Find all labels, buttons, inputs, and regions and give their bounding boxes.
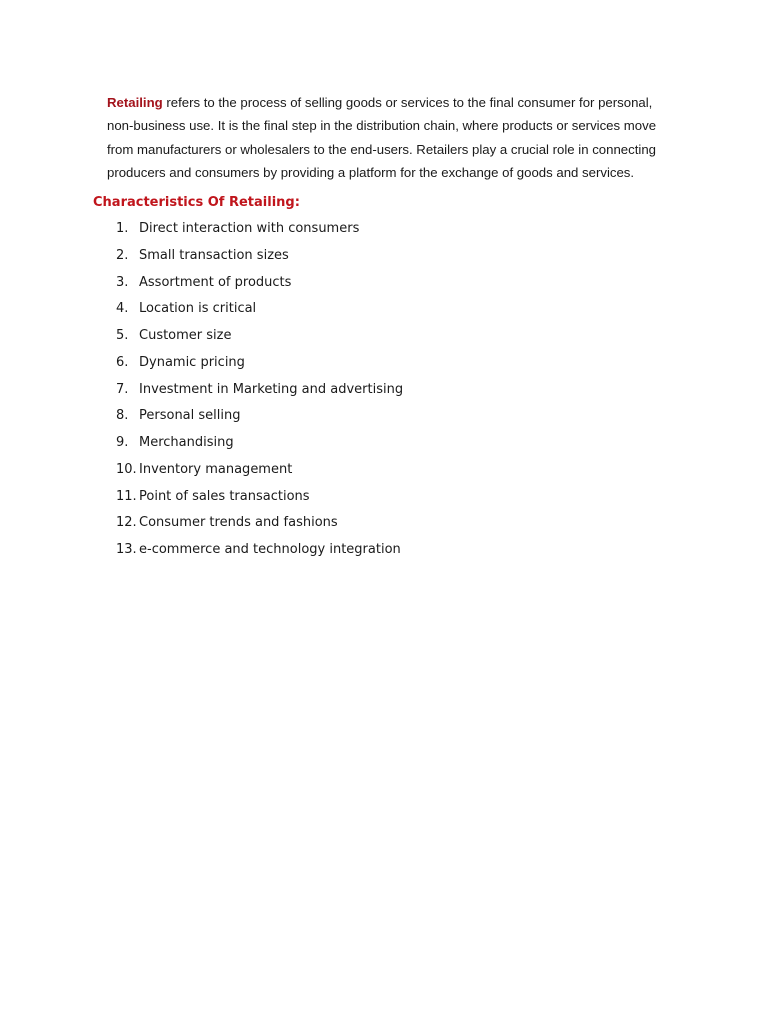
list-item-label: Merchandising (139, 435, 234, 450)
list-item (116, 273, 403, 300)
list-item-number: 3. (116, 274, 129, 290)
list-item (116, 487, 403, 514)
list-item-number: 7. (116, 381, 129, 397)
list-item-label: Point of sales transactions (139, 488, 310, 504)
list-item-number: 4. (116, 301, 129, 317)
list-item-number: 6. (116, 354, 129, 370)
list-item-number: 12. (116, 515, 137, 531)
list-item-label: Personal selling (139, 408, 241, 424)
list-item-number: 13. (116, 542, 137, 557)
list-item-label: Small transaction sizes (139, 247, 289, 263)
list-item-number: 5. (116, 328, 129, 343)
list-item (116, 540, 403, 567)
section-heading: Characteristics Of Retailing: (93, 195, 300, 210)
list-item (116, 460, 403, 487)
list-item (116, 406, 403, 433)
list-item-number: 11. (116, 488, 137, 504)
list-item-label: e-commerce and technology integration (139, 542, 401, 557)
list-item-number: 8. (116, 408, 129, 424)
list-item-label: Direct interaction with consumers (139, 221, 360, 236)
list-item-label: Investment in Marketing and advertising (139, 381, 404, 397)
list-item-label: Customer size (139, 328, 232, 343)
list-item-label: Location is critical (139, 301, 257, 317)
intro-text: refers to the process of selling goods or services to the final consumer for personal, non-business use. It is the final step in the distribution chain, where products or services move from manufacturers or wholesalers to the end-users. Retailers play a crucial role in connecting producers and consumers by providing a platform for the exchange of goods and services. (107, 95, 657, 180)
list-item-label: Consumer trends and fashions (139, 515, 338, 531)
characteristics-list (116, 219, 403, 567)
list-item-number: 1. (116, 221, 129, 236)
list-item (116, 219, 403, 246)
list-item-number: 9. (116, 435, 129, 450)
list-item-label: Dynamic pricing (139, 354, 245, 370)
list-item (116, 246, 403, 273)
list-item-number: 2. (116, 247, 129, 263)
list-item (116, 353, 403, 380)
list-item-label: Inventory management (139, 461, 293, 477)
intro-paragraph (107, 91, 672, 184)
list-item (116, 433, 403, 460)
list-item (116, 380, 403, 407)
list-item (116, 513, 403, 540)
intro-term: Retailing (107, 95, 163, 110)
list-item (116, 326, 403, 353)
list-item-number: 10. (116, 461, 137, 477)
list-item (116, 299, 403, 326)
list-item-label: Assortment of products (139, 274, 292, 290)
